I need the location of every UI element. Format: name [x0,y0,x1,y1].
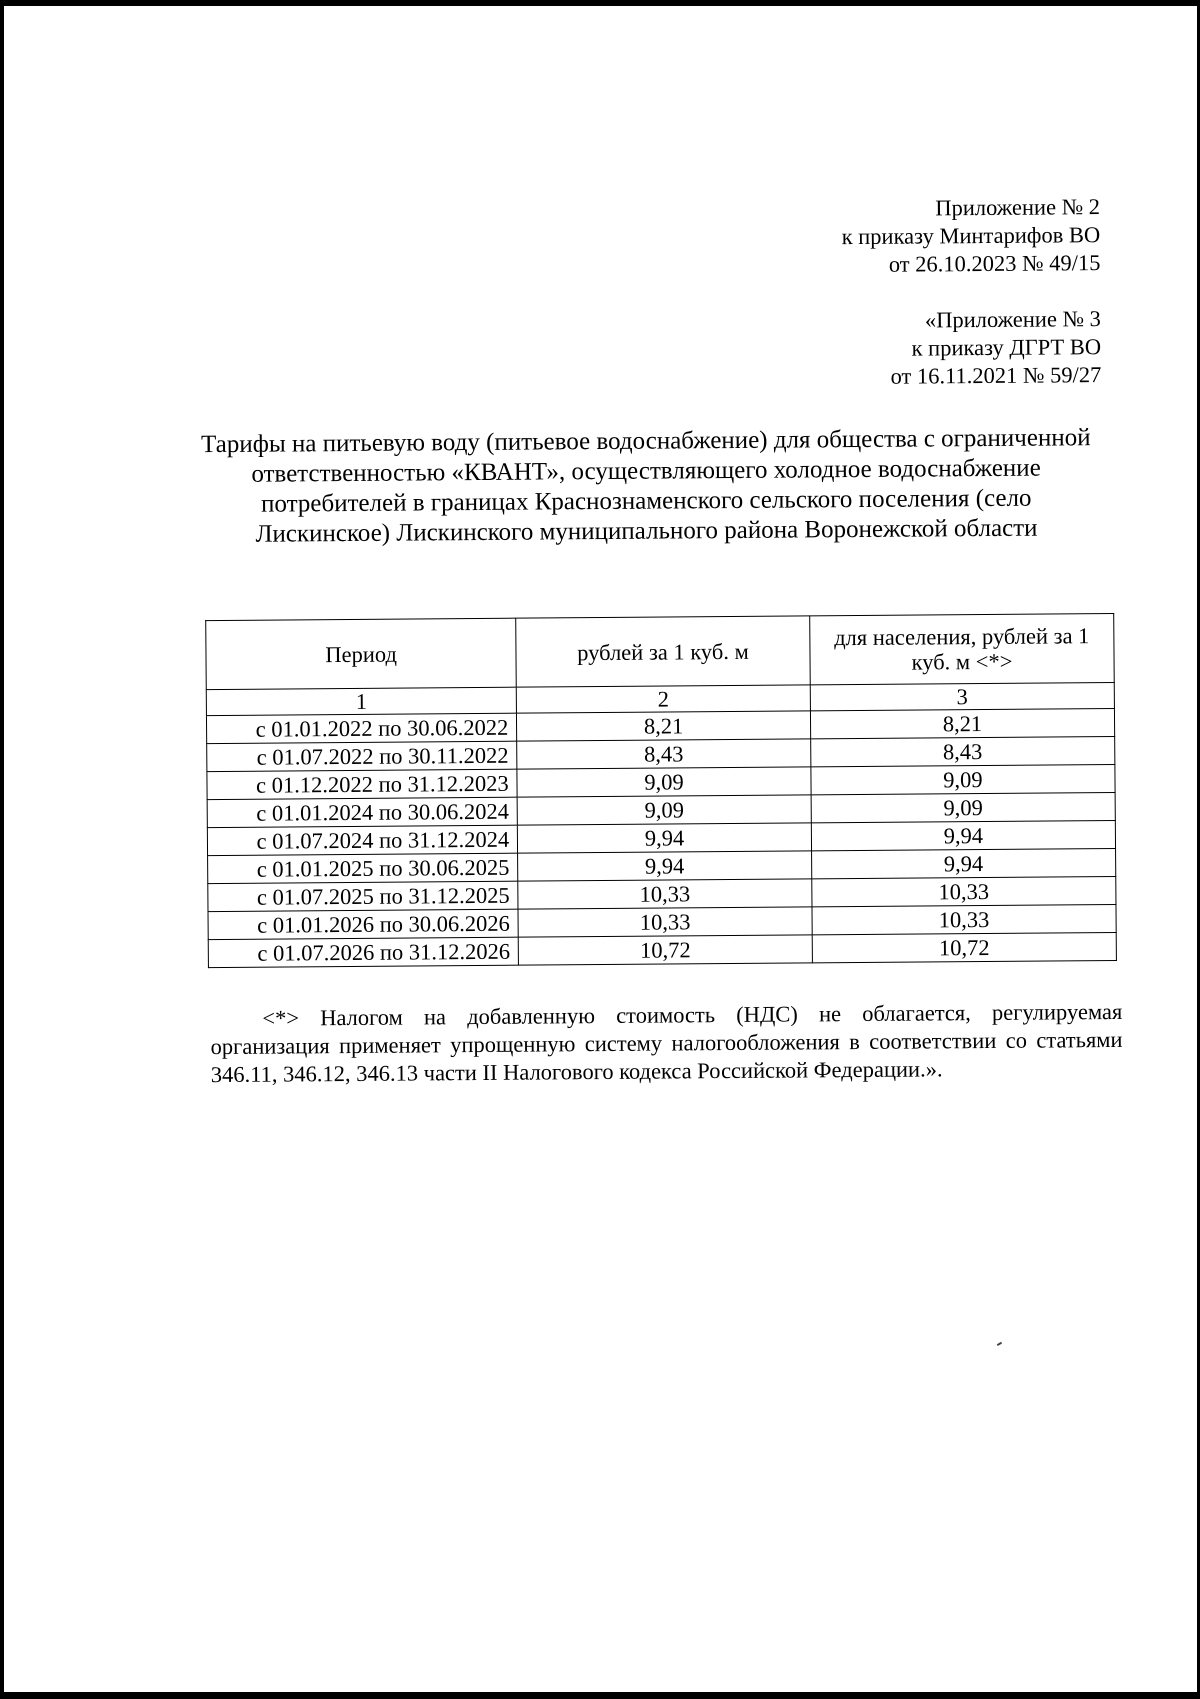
tariff-cell: 10,33 [518,879,812,909]
tariff-cell: 10,72 [518,935,812,965]
attachment-1-line-2: к приказу Минтарифов ВО [841,222,1101,250]
attachment-1-line-3: от 26.10.2023 № 49/15 [888,250,1101,277]
population-tariff-cell: 10,33 [812,876,1116,906]
page-content [4,6,1197,1692]
period-cell: с 01.12.2022 по 31.12.2023 [207,769,517,799]
column-number: 2 [516,685,810,713]
document-title: Тарифы на питьевую воду (питьевое водоснабжение) для общества с ограниченной ответственностью «КВАНТ», осуществляющего холодное водоснабжение потребителей в границах Краснознаменского сельского поселения (село Лискинское) Лискинского муниципального района Воронежской области [200,424,1091,548]
pen-mark [997,1342,1002,1346]
population-tariff-cell: 9,94 [811,848,1115,878]
attachment-2-line-1: «Приложение № 3 [924,306,1101,333]
period-cell: с 01.01.2024 по 30.06.2024 [207,797,517,827]
tariff-cell: 8,43 [517,739,811,769]
period-cell: с 01.07.2024 по 31.12.2024 [207,825,517,855]
attachment-2-line-3: от 16.11.2021 № 59/27 [890,362,1102,389]
tariff-cell: 9,09 [517,767,811,797]
tariff-table [205,613,1117,968]
population-tariff-cell: 8,43 [810,736,1114,766]
document-page [4,6,1197,1692]
tariff-cell: 10,33 [518,907,812,937]
population-tariff-cell: 10,33 [812,904,1116,934]
header-period: Период [206,618,517,689]
attachment-2-line-2: к приказу ДГРТ ВО [911,334,1102,361]
footnote-text: <*> Налогом на добавленную стоимость (НДС) не облагается, регулируемая организация применяет упрощенную систему налогообложения в соответствии со статьями 346.11, 346.12, 346.13 части II Налогового кодекса Российской Федерации.». [210,998,1123,1088]
footnote [210,998,1123,1089]
period-cell: с 01.01.2026 по 30.06.2026 [208,909,518,939]
period-cell: с 01.07.2025 по 31.12.2025 [208,881,518,911]
tariff-cell: 9,94 [518,823,812,853]
period-cell: с 01.07.2022 по 30.11.2022 [207,741,517,771]
population-tariff-cell: 9,94 [811,820,1115,850]
header-population-rub-per-m3: для населения, рублей за 1 куб. м <*> [809,613,1114,684]
population-tariff-cell: 8,21 [810,708,1114,738]
tariff-cell: 9,09 [517,795,811,825]
period-cell: с 01.07.2026 по 31.12.2026 [208,937,518,967]
attachment-header-2 [890,305,1101,391]
attachment-1-line-1: Приложение № 2 [935,194,1101,221]
table-header-row [206,613,1115,689]
population-tariff-cell: 9,09 [811,764,1115,794]
population-tariff-cell: 10,72 [812,932,1116,962]
period-cell: с 01.01.2022 по 30.06.2022 [206,713,516,743]
attachment-header-1 [841,193,1100,279]
period-cell: с 01.01.2025 по 30.06.2025 [208,853,518,883]
tariff-cell: 8,21 [517,711,811,741]
column-number: 3 [810,682,1114,710]
header-rub-per-m3: рублей за 1 куб. м [516,616,810,687]
tariff-cell: 9,94 [518,851,812,881]
column-number: 1 [206,687,516,715]
population-tariff-cell: 9,09 [811,792,1115,822]
